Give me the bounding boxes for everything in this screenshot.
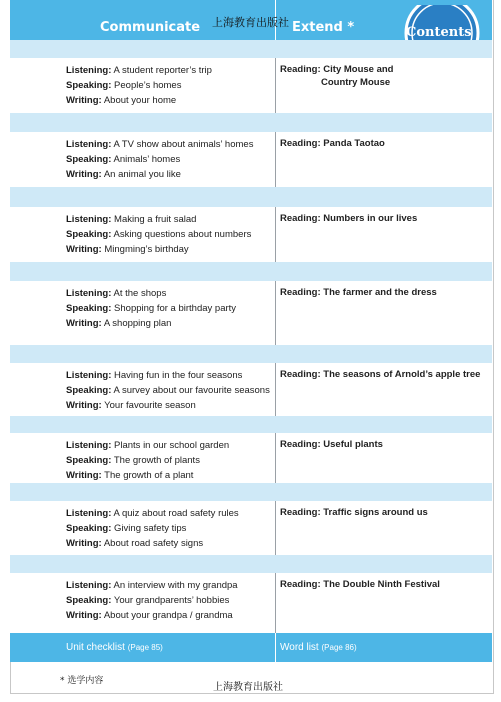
extend-cell [280, 63, 485, 89]
reading-label: Reading: [280, 213, 321, 224]
unit-separator-band [10, 483, 492, 501]
skill-label: Speaking: [66, 303, 112, 314]
skill-topic: About your grandpa / grandma [101, 610, 233, 621]
skill-topic: Shopping for a birthday party [111, 303, 237, 314]
unit-separator-band [10, 555, 492, 573]
skill-label: Listening: [66, 288, 112, 299]
skill-line [66, 521, 239, 536]
skill-line [66, 468, 229, 483]
reading-title: The Double Ninth Festival [323, 579, 440, 590]
skill-line [66, 608, 238, 623]
skill-topic: Giving safety tips [111, 523, 187, 534]
skill-line [66, 93, 212, 108]
reading-title: The seasons of Arnold’s apple tree [323, 369, 481, 380]
unit-row [10, 132, 492, 187]
optional-content-note: * 选学内容 [60, 676, 104, 686]
unit-checklist-page: (Page 85) [127, 643, 163, 652]
unit-separator-band [10, 113, 492, 132]
skill-label: Writing: [66, 470, 102, 481]
skill-topic: A TV show about animals’ homes [111, 139, 254, 150]
skill-label: Listening: [66, 370, 112, 381]
skill-label: Writing: [66, 244, 102, 255]
extend-cell [280, 137, 485, 150]
skill-label: Writing: [66, 538, 102, 549]
skill-line [66, 227, 251, 242]
skill-line [66, 167, 253, 182]
skill-line [66, 368, 270, 383]
skill-label: Writing: [66, 169, 102, 180]
skill-label: Listening: [66, 214, 112, 225]
skill-line [66, 383, 270, 398]
footer-divider [275, 633, 276, 662]
skill-topic: Asking questions about numbers [111, 229, 252, 240]
reading-title: City Mouse and [323, 64, 394, 75]
skill-label: Writing: [66, 95, 102, 106]
skill-topic: At the shops [111, 288, 167, 299]
skill-topic: The growth of a plant [101, 470, 194, 481]
word-list-label: Word list [280, 642, 319, 653]
skill-line [66, 78, 212, 93]
skill-topic: Your grandparents’ hobbies [111, 595, 230, 606]
column-divider [275, 573, 276, 633]
publisher-watermark-top: 上海教育出版社 [212, 16, 289, 29]
skill-line [66, 212, 251, 227]
skill-line [66, 152, 253, 167]
skill-line [66, 316, 236, 331]
unit-separator-band [10, 262, 492, 281]
extend-cell [280, 212, 485, 225]
skill-line [66, 536, 239, 551]
skill-label: Listening: [66, 440, 112, 451]
skill-label: Writing: [66, 400, 102, 411]
skill-topic: Plants in our school garden [111, 440, 230, 451]
skill-topic: Animals’ homes [111, 154, 181, 165]
skill-label: Speaking: [66, 229, 112, 240]
unit-separator-band [10, 416, 492, 433]
reading-label: Reading: [280, 287, 321, 298]
reading-label: Reading: [280, 369, 321, 380]
reading-title: The farmer and the dress [323, 287, 437, 298]
skill-label: Speaking: [66, 595, 112, 606]
column-divider [275, 58, 276, 113]
skill-topic: Having fun in the four seasons [111, 370, 243, 381]
reading-label: Reading: [280, 507, 321, 518]
skill-line [66, 593, 238, 608]
word-list-link[interactable] [280, 642, 357, 653]
skill-topic: Your favourite season [101, 400, 196, 411]
skill-label: Listening: [66, 65, 112, 76]
skill-label: Writing: [66, 318, 102, 329]
communicate-cell [66, 506, 239, 551]
table-footer [10, 633, 492, 662]
skill-topic: The growth of plants [111, 455, 200, 466]
skill-line [66, 438, 229, 453]
reading-title: Traffic signs around us [323, 507, 428, 518]
communicate-cell [66, 286, 236, 331]
skill-line [66, 63, 212, 78]
extend-cell [280, 438, 485, 451]
communicate-cell [66, 438, 229, 483]
skill-topic: About your home [101, 95, 177, 106]
skill-label: Writing: [66, 610, 102, 621]
unit-row [10, 501, 492, 555]
skill-label: Listening: [66, 508, 112, 519]
column-divider [275, 132, 276, 187]
skill-topic: People’s homes [111, 80, 182, 91]
column-divider [275, 433, 276, 483]
column-divider [275, 501, 276, 555]
reading-title: Panda Taotao [323, 138, 385, 149]
skill-label: Listening: [66, 580, 112, 591]
reading-label: Reading: [280, 64, 321, 75]
skill-topic: A shopping plan [101, 318, 172, 329]
unit-row [10, 207, 492, 262]
skill-topic: Making a fruit salad [111, 214, 197, 225]
communicate-cell [66, 368, 270, 413]
skill-label: Speaking: [66, 455, 112, 466]
skill-line [66, 286, 236, 301]
unit-checklist-link[interactable] [66, 642, 163, 653]
reading-title: Numbers in our lives [323, 213, 418, 224]
unit-row [10, 58, 492, 113]
reading-label: Reading: [280, 138, 321, 149]
skill-label: Listening: [66, 139, 112, 150]
reading-label: Reading: [280, 579, 321, 590]
column-divider [275, 281, 276, 345]
skill-label: Speaking: [66, 385, 112, 396]
unit-separator-band [10, 187, 492, 207]
column-divider [275, 363, 276, 416]
skill-topic: A quiz about road safety rules [111, 508, 239, 519]
skill-line [66, 301, 236, 316]
skill-line [66, 578, 238, 593]
unit-row [10, 363, 492, 416]
skill-topic: An animal you like [101, 169, 181, 180]
extend-cell [280, 506, 485, 519]
reading-label: Reading: [280, 439, 321, 450]
skill-line [66, 506, 239, 521]
communicate-header: Communicate [100, 20, 201, 35]
skill-topic: A student reporter’s trip [111, 65, 212, 76]
communicate-cell [66, 578, 238, 623]
communicate-cell [66, 137, 253, 182]
unit-row [10, 573, 492, 633]
extend-cell [280, 286, 485, 299]
extend-cell [280, 578, 485, 591]
skill-topic: Mingming’s birthday [101, 244, 189, 255]
unit-row [10, 281, 492, 345]
unit-separator-band [10, 40, 492, 58]
skill-topic: An interview with my grandpa [111, 580, 238, 591]
skill-topic: A survey about our favourite seasons [111, 385, 270, 396]
skill-line [66, 242, 251, 257]
column-divider [275, 207, 276, 262]
skill-line [66, 398, 270, 413]
skill-label: Speaking: [66, 523, 112, 534]
unit-separator-band [10, 345, 492, 363]
communicate-cell [66, 212, 251, 257]
publisher-watermark-bottom: 上海教育出版社 [213, 682, 283, 693]
skill-topic: About road safety signs [101, 538, 204, 549]
unit-row [10, 433, 492, 483]
skill-label: Speaking: [66, 80, 112, 91]
communicate-cell [66, 63, 212, 108]
skill-line [66, 453, 229, 468]
contents-badge-label: Contents [406, 25, 472, 40]
reading-title-continued: Country Mouse [321, 77, 391, 88]
extend-header: Extend * [292, 20, 355, 35]
word-list-page: (Page 86) [321, 643, 357, 652]
skill-label: Speaking: [66, 154, 112, 165]
skill-line [66, 137, 253, 152]
unit-checklist-label: Unit checklist [66, 642, 125, 653]
extend-cell [280, 368, 485, 381]
reading-title: Useful plants [323, 439, 383, 450]
